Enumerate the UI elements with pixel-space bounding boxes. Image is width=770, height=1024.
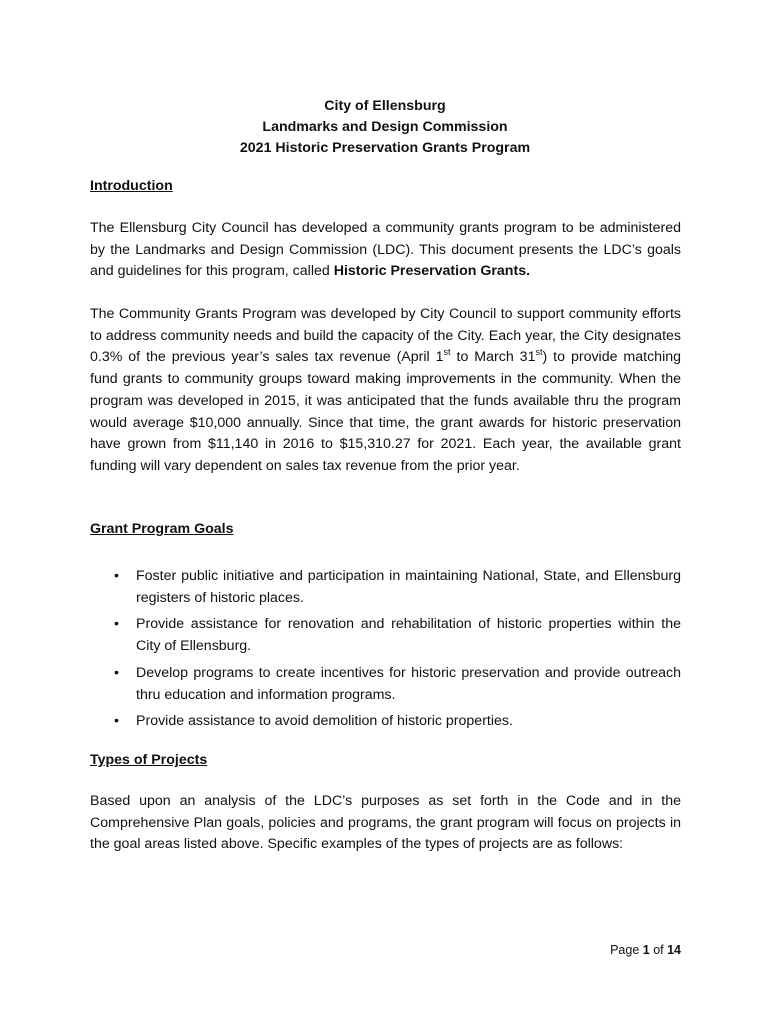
projects-paragraph: Based upon an analysis of the LDC’s purposes as set forth in the Code and in the Comprehensive Plan goals, policies and programs, the grant program will focus on projects in the goal areas listed above. Specific examples of the types of projects are as follows: (90, 793, 681, 853)
bullet-icon: • (114, 568, 119, 584)
intro-p1-text: The Ellensburg City Council has developed a community grants program to be administered by the Landmarks and Design Commission (LDC). This document presents the LDC’s goals and guidelines for this program, called (90, 220, 681, 280)
intro-p2-sup-1: st (443, 346, 451, 357)
bullet-icon: • (114, 616, 119, 633)
introduction-heading: Introduction (90, 178, 173, 194)
projects-heading: Types of Projects (90, 752, 208, 768)
introduction-paragraph-2 (90, 304, 681, 478)
goal-text: Provide assistance for renovation and rehabilitation of historic properties within the City of Ellensburg. (136, 616, 681, 655)
intro-p2-text-c: ) to provide matching fund grants to community groups toward making improvements in the community. When the program was developed in 2015, it was anticipated that the funds available thru the program would average $10,000 annually. Since that time, the grant awards for historic preservation have grown from $11,140 in 2016 to $15,310.27 for 2021. Each year, the available grant funding will vary dependent on sales tax revenue from the prior year. (90, 349, 682, 474)
introduction-paragraph-1 (90, 218, 681, 283)
goal-text: Develop programs to create incentives for historic preservation and provide outreach thru education and information programs. (136, 664, 681, 703)
list-item (90, 711, 681, 733)
goals-heading: Grant Program Goals (90, 521, 234, 537)
list-item (90, 614, 681, 657)
intro-p2-text-a: The Community Grants Program was developed by City Council to support community efforts to address community needs and build the capacity of the City. Each year, the City designates 0.3% of the previous year’s sales tax revenue (April 1 (90, 306, 681, 366)
intro-p1-program-name: Historic Preservation Grants. (333, 263, 531, 280)
page-of: of (649, 943, 668, 957)
list-item (90, 566, 681, 609)
bullet-icon: • (114, 713, 119, 730)
intro-p2-sup-2: st (535, 346, 543, 357)
title-commission: Landmarks and Design Commission (262, 119, 508, 135)
intro-p2-text-b: to March 31 (450, 349, 536, 366)
title-city: City of Ellensburg (324, 98, 446, 114)
page-number (0, 943, 681, 957)
bullet-icon: • (114, 664, 119, 681)
goal-text: Foster public initiative and participation in maintaining National, State, and Ellensburg registers of historic places. (136, 568, 681, 606)
list-item (90, 663, 681, 706)
goal-text: Provide assistance to avoid demolition of historic properties. (136, 713, 513, 730)
page-label: Page (610, 943, 643, 957)
document-title (0, 96, 770, 159)
title-program: 2021 Historic Preservation Grants Program (239, 140, 531, 156)
goals-list (90, 566, 681, 738)
total-pages: 14 (667, 943, 681, 957)
current-page: 1 (642, 943, 650, 957)
